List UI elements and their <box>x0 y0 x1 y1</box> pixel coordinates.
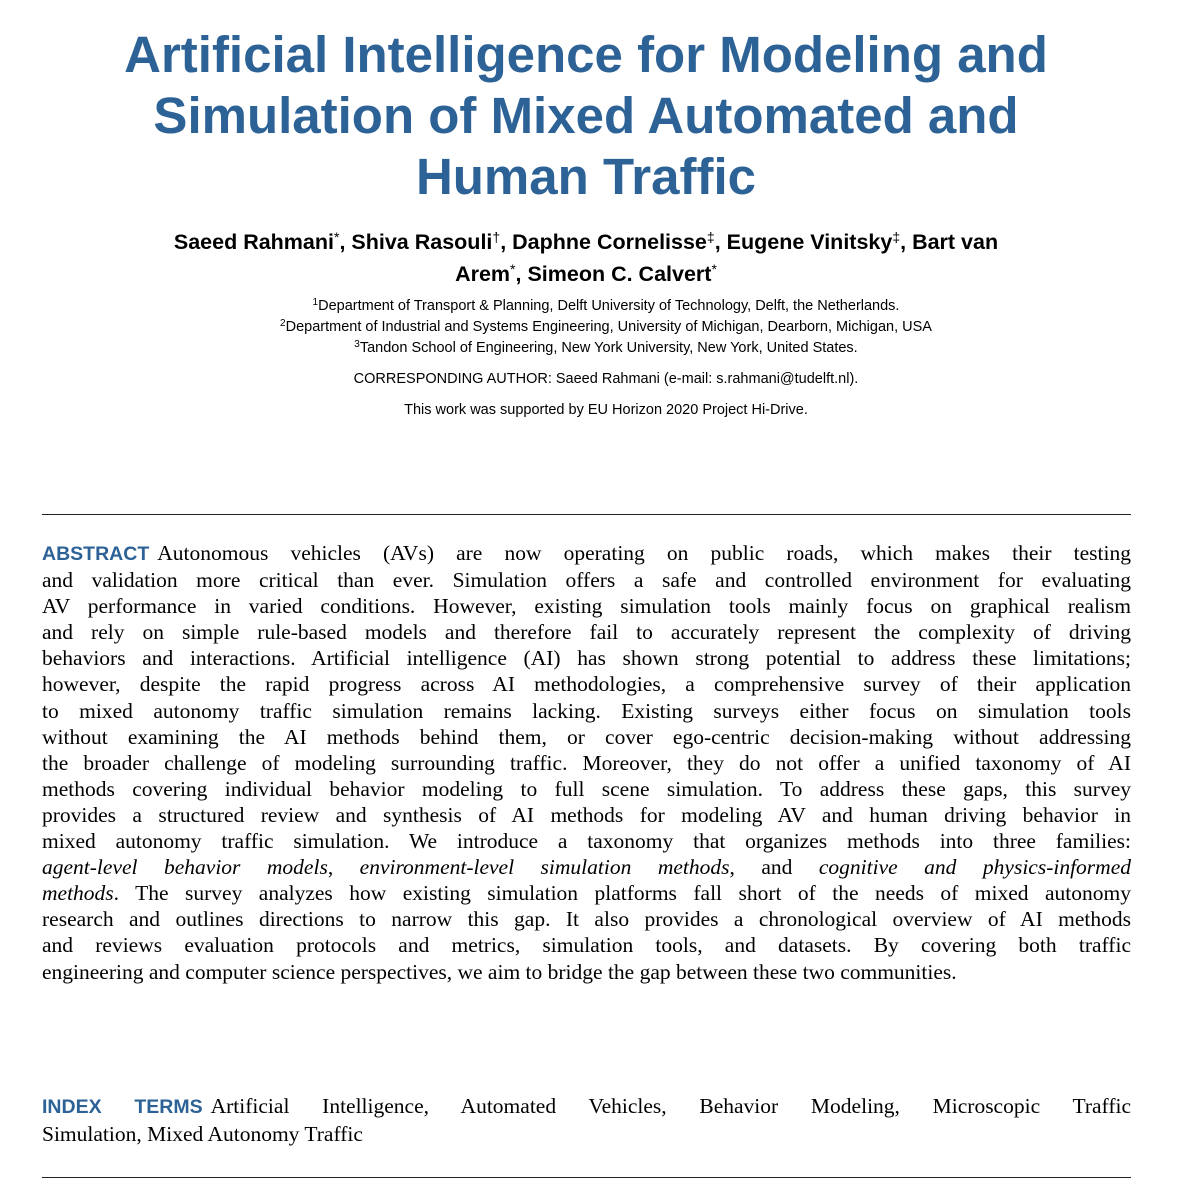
abstract-text: , <box>327 855 360 880</box>
abstract-line: and validation more critical than ever. Simulation offers a safe and controlled environment for evaluating <box>42 568 1131 593</box>
taxonomy-family-2: environment-level simulation methods <box>359 855 730 880</box>
affiliation-mark: * <box>711 261 717 277</box>
abstract-text: , and <box>729 855 819 880</box>
corresponding-author-note: CORRESPONDING AUTHOR: Saeed Rahmani (e-mail: s.rahmani@tudelft.nl). <box>353 371 859 387</box>
abstract-section <box>42 540 1131 985</box>
abstract-line: provides a structured review and synthesis of AI methods for modeling AV and human driving behavior in <box>42 802 1131 827</box>
funding-note: This work was supported by EU Horizon 2020 Project Hi-Drive. <box>404 402 808 418</box>
abstract-line <box>42 854 1131 880</box>
author-name: Arem <box>455 262 511 286</box>
affiliation-text: Tandon School of Engineering, New York University, New York, United States. <box>359 340 858 356</box>
abstract-line: engineering and computer science perspectives, we aim to bridge the gap between these two communities. <box>42 959 957 984</box>
abstract-line: methods covering individual behavior modeling to full scene simulation. To address these gaps, this survey <box>42 776 1131 801</box>
index-terms-line <box>42 1093 1131 1121</box>
author-line-2 <box>40 258 1132 290</box>
abstract-text: . The survey analyzes how existing simulation platforms fall short of the needs of mixed autonomy <box>113 881 1131 906</box>
affiliation-1 <box>40 296 1172 317</box>
paper-title <box>40 24 1132 207</box>
abstract-line <box>42 880 1131 906</box>
abstract-label: ABSTRACT <box>42 543 150 565</box>
abstract-line: to mixed autonomy traffic simulation remains lacking. Existing surveys either focus on simulation tools <box>42 698 1131 723</box>
affiliation-number: 3 <box>354 339 360 350</box>
title-line-3: Human Traffic <box>415 148 757 205</box>
author-name: Saeed Rahmani <box>173 230 334 254</box>
author-list <box>40 226 1132 290</box>
affiliation-2 <box>40 317 1172 338</box>
title-line-1: Artificial Intelligence for Modeling and <box>124 26 1048 83</box>
abstract-line: AV performance in varied conditions. However, existing simulation tools mainly focus on graphical realism <box>42 594 1131 619</box>
index-terms-text: Artificial Intelligence, Automated Vehicles, Behavior Modeling, Microscopic Traffic <box>210 1094 1131 1118</box>
title-line-2: Simulation of Mixed Automated and <box>153 87 1019 144</box>
affiliation-mark: * <box>334 229 340 245</box>
author-name: , Daphne Cornelisse <box>500 230 707 254</box>
abstract-line: however, despite the rapid progress across AI methodologies, a comprehensive survey of their application <box>42 672 1131 697</box>
abstract-line: and rely on simple rule-based models and therefore fail to accurately represent the complexity of driving <box>42 620 1131 645</box>
affiliation-text: Department of Industrial and Systems Engineering, University of Michigan, Dearborn, Michigan, USA <box>285 319 932 335</box>
index-terms-section <box>42 1093 1131 1148</box>
affiliation-number: 2 <box>280 318 286 329</box>
index-terms-label: INDEX TERMS <box>42 1096 203 1118</box>
affiliation-mark: * <box>510 261 516 277</box>
index-terms-line: Simulation, Mixed Autonomy Traffic <box>42 1122 363 1146</box>
abstract-text: Autonomous vehicles (AVs) are now operating on public roads, which makes their testing <box>157 541 1131 565</box>
abstract-line <box>42 540 1131 567</box>
abstract-line: without examining the AI methods behind them, or cover ego-centric decision-making without addressing <box>42 724 1131 749</box>
taxonomy-family-1: agent-level behavior models <box>42 855 328 880</box>
affiliation-3 <box>40 338 1172 359</box>
abstract-line: and reviews evaluation protocols and metrics, simulation tools, and datasets. By covering both traffic <box>42 933 1131 958</box>
author-line-1 <box>40 226 1132 258</box>
abstract-line: the broader challenge of modeling surrounding traffic. Moreover, they do not offer a unified taxonomy of AI <box>42 750 1131 775</box>
author-name: , Bart van <box>900 230 999 254</box>
affiliation-list <box>40 296 1172 359</box>
affiliation-number: 1 <box>312 297 319 308</box>
affiliation-mark: † <box>492 229 501 245</box>
author-name: , Simeon C. Calvert <box>515 262 712 286</box>
taxonomy-family-3-end: methods <box>42 881 114 906</box>
bottom-divider <box>42 1177 1131 1178</box>
affiliation-text: Department of Transport & Planning, Delft University of Technology, Delft, the Netherlands. <box>318 298 900 314</box>
top-divider <box>42 514 1131 515</box>
affiliation-mark: ‡ <box>892 229 901 245</box>
abstract-line: behaviors and interactions. Artificial intelligence (AI) has shown strong potential to address these limitations; <box>42 646 1131 671</box>
author-name: , Shiva Rasouli <box>339 230 493 254</box>
abstract-line: mixed autonomy traffic simulation. We introduce a taxonomy that organizes methods into three families: <box>42 829 1131 854</box>
affiliation-mark: ‡ <box>706 229 715 245</box>
author-name: , Eugene Vinitsky <box>714 230 893 254</box>
abstract-line: research and outlines directions to narrow this gap. It also provides a chronological overview of AI methods <box>42 907 1131 932</box>
taxonomy-family-3: cognitive and physics-informed <box>818 855 1131 880</box>
